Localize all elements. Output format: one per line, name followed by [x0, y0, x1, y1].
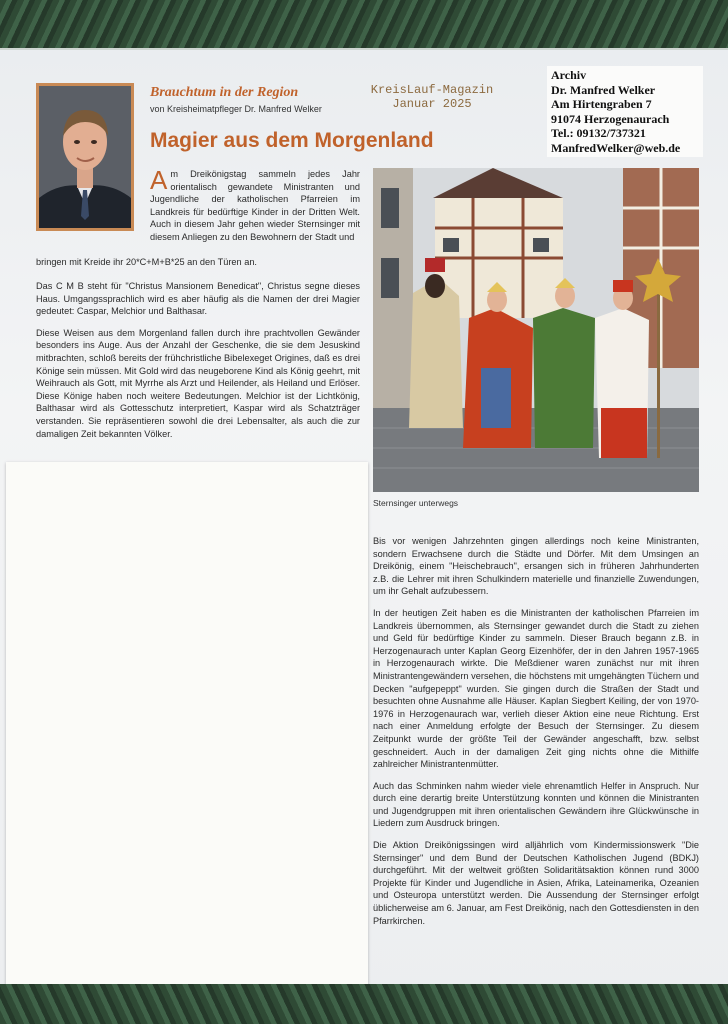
- sternsinger-photo: [373, 168, 699, 492]
- series-title: Brauchtum in der Region: [150, 85, 299, 100]
- stamp-line: Am Hirtengraben 7: [551, 97, 652, 111]
- author-portrait: [36, 83, 134, 231]
- stamp-line: Tel.: 09132/737321: [551, 126, 646, 140]
- photo-caption: Sternsinger unterwegs: [373, 498, 459, 508]
- blank-sticky-note: [6, 462, 368, 1010]
- stamp-line: ManfredWelker@web.de: [551, 140, 681, 155]
- right-column: [373, 535, 699, 936]
- magazine-name: KreisLauf-Magazin: [370, 83, 494, 97]
- paragraph: Die Aktion Dreikönigssingen wird alljährlich vom Kindermissionswerk "Die Sternsinger" und dem Bund der Deutschen Katholischen Jugend (BDKJ) durchgeführt. Mit der weltweit größten Solidaritätsaktion können rund 3000 Projekte für Kinder und Jugendliche in Asien, Afrika, Lateinamerika, Ozeanien und Osteuropa unterstützt werden. Die Aussendung der Sternsinger erfolgt üblicherweise am 6. Januar, am Fest Dreikönig, nach den Gottesdiensten in den Pfarrkirchen.: [373, 840, 699, 926]
- fir-garland-bottom: [0, 984, 728, 1024]
- paragraph: Auch das Schminken nahm wieder viele ehrenamtlich Helfer in Anspruch. Nur durch eine derartig breite Unterstützung konnten und können die Ministranten und Jugendgruppen mit ihren orientalischen Gewändern ihre Glückwünsche in Liedern zum Ausdruck bringen.: [373, 780, 699, 829]
- stamp-line: 91074 Herzogenaurach: [551, 111, 670, 126]
- magazine-issue: Januar 2025: [392, 97, 472, 111]
- paragraph: Diese Weisen aus dem Morgenland fallen durch ihre prachtvollen Gewänder besonders ins Auge. Aus der Anzahl der Geschenke, die sie dem Jesuskind mitbrachten, schloß bereits der frühchristliche Bibelexeget Origines, daß es drei Könige sein müssen. Mit Gold wird das neugeborene Kind als König geehrt, mit Weihrauch als Gott, mit Myrrhe als Arzt und Heilender, als Heiland und Erlöser. Diese Könige haben noch weitere Bedeutungen. Melchior ist der Lichtkönig, Balthasar wird als Gottesschutz interpretiert, Kaspar wird als Schatzträger verstanden. Sie repräsentieren sowohl die drei Lebensalter, als auch die zur damaligen Zeit bekannten Völker.: [36, 327, 360, 439]
- paragraph: Das C M B steht für "Christus Mansionem Benedicat", Christus segne dieses Haus. Umgangssprachlich wird es aber häufig als die Namen der drei Magier gedeutet: Caspar, Melchior und Balthasar.: [36, 281, 360, 317]
- archive-stamp: [547, 66, 703, 157]
- intro-paragraph: [150, 165, 360, 244]
- fir-garland-top: [0, 0, 728, 50]
- stamp-line: Dr. Manfred Welker: [551, 82, 656, 97]
- article-headline: Magier aus dem Morgenland: [150, 129, 434, 152]
- magazine-label: [352, 83, 512, 111]
- stamp-line: Archiv: [551, 68, 587, 82]
- intro-text: m Dreikönigstag sammeln jedes Jahr orientalisch gewandete Ministranten und Jugendliche der katholischen Pfarreien im Landkreis für bedürftige Kinder in der Dritten Welt. Auch in diesem Jahr gehen wieder Sternsinger mit diesem Anliegen zu den Bewohnern der Stadt und: [150, 169, 360, 242]
- paragraph: Bis vor wenigen Jahrzehnten gingen allerdings noch keine Ministranten, sondern Erwachsene durch die Städte und Dörfer. Mit dem Umsingen an Dreikönig, einem "Heischebrauch", ersangen sich in früheren Jahrhunderten z.B. die Lehrer mit ihren Schulkindern materielle und finanzielle Zuwendungen, um ihr Gehalt aufzubessern.: [373, 536, 699, 597]
- drop-cap: A: [150, 165, 168, 195]
- byline: von Kreisheimatpfleger Dr. Manfred Welker: [150, 104, 322, 114]
- intro-continuation: bringen mit Kreide ihr 20*C+M+B*25 an den Türen an.: [36, 257, 257, 267]
- paragraph: In der heutigen Zeit haben es die Ministranten der katholischen Pfarreien im Landkreis übernommen, als Sternsinger gewandet durch die Stadt zu ziehen und Geld für bedürftige Kinder zu sammeln. Dieser Brauch begann z.B. in Herzogenaurach unter Kaplan Georg Eizenhöfer, der in den Jahren 1957-1965 in Herzogenaurach wirkte. Die Meßdiener waren zunächst nur mit ihren Ministrantengewändern versehen, die höchstens mit umgehängten Tüchern und Decken "aufgepeppt" wurden. Sie gingen durch die Straßen der Stadt und besuchten ohne Ausnahme alle Häuser. Kaplan Siegbert Keiling, der von 1970-1976 in Herzogenaurach war, verlieh dieser Aktion eine neue Richtung. Erst nach einer Anmeldung erfolgte der Besuch der Sternsinger. Zu diesem Zeitpunkt wurde der größte Teil der Gewänder angeschafft, bzw. selbst geschneidert. Auch in der damaligen Zeit ging nichts ohne die Mithilfe zahlreicher Ministrantenmütter.: [373, 607, 699, 770]
- left-column: [36, 280, 360, 449]
